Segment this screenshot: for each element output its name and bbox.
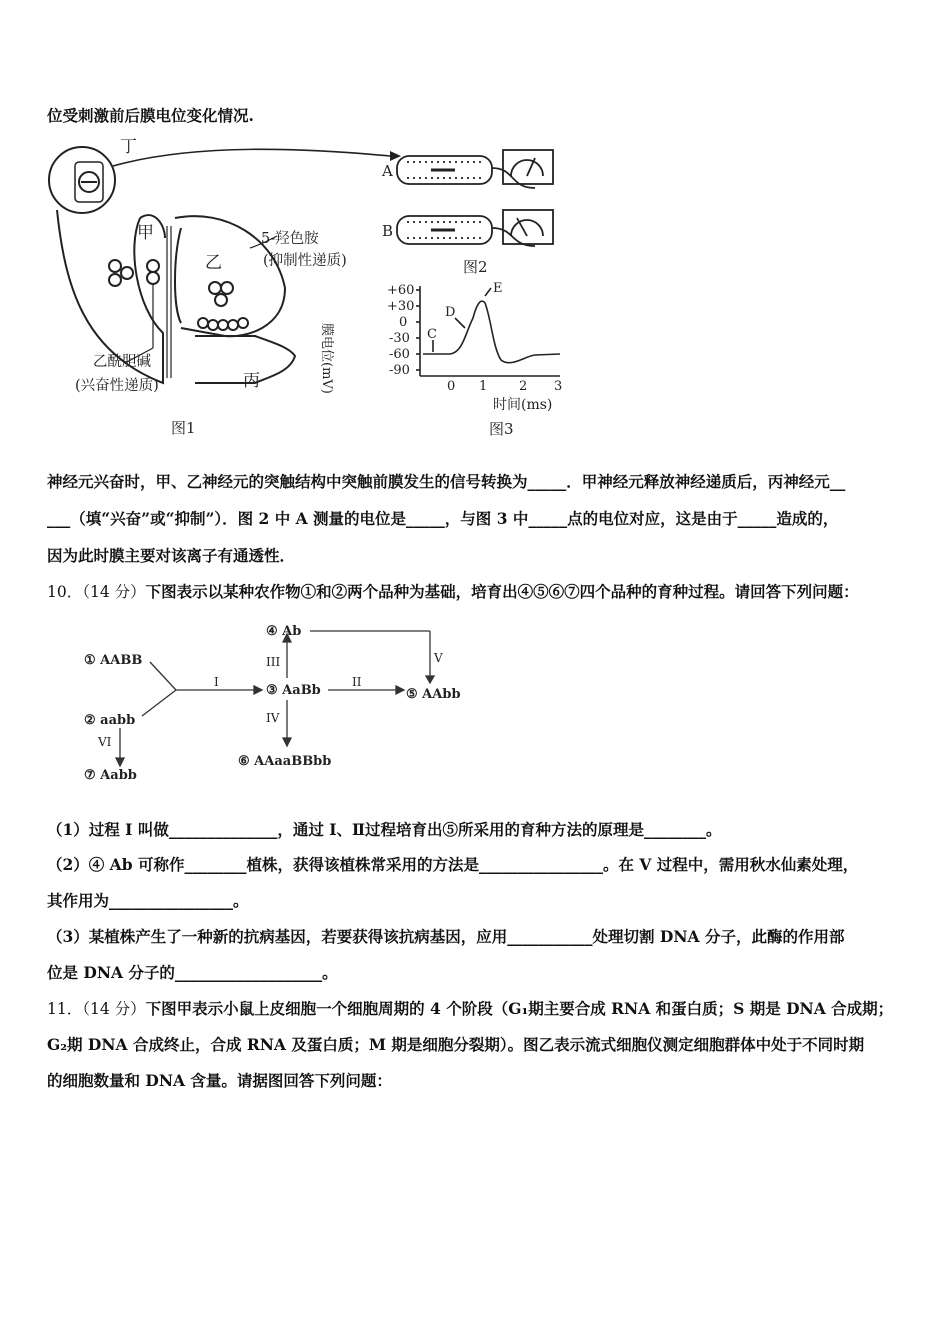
q9-line-2: ___（填“兴奋”或“抑制”）．图 2 中 A 测量的电位是_____，与图 3 中_____点的电位对应，这是由于_____造成的， (47, 509, 839, 528)
fig3-point-c: C (427, 327, 437, 342)
fig1-label-yi: 乙 (205, 253, 222, 273)
fig3-xtick: 0 (447, 379, 456, 394)
process-5: V (434, 651, 443, 665)
q10-number: 10． (47, 583, 83, 601)
fig3-ytick: 0 (399, 315, 408, 330)
q11-line-3: 的细胞数量和 DNA 含量。请据图回答下列问题： (47, 1071, 392, 1090)
fig3-ytick: +60 (387, 283, 415, 298)
fig2-label-b: B (382, 222, 394, 240)
fig1-ach-label: 乙酰胆碱 (93, 354, 151, 370)
node-4: ④ Ab (266, 624, 302, 639)
fig3-ylabel: 膜电位(mV) (319, 323, 334, 394)
fig1-caption: 图1 (171, 419, 196, 437)
q10-score: （14 分） (82, 583, 146, 601)
node-7: ⑦ Aabb (84, 768, 137, 783)
node-1: ① AABB (84, 653, 143, 668)
node-6: ⑥ AAaaBBbb (238, 754, 332, 769)
node-2: ② aabb (84, 713, 136, 728)
fig3-xtick: 2 (519, 379, 528, 394)
fig3-xtick: 3 (554, 379, 563, 394)
q10-stem (47, 580, 859, 602)
neuron-figures (45, 138, 575, 443)
q11-line-1 (47, 997, 893, 1019)
q10-sub-1: （1）过程 I 叫做______________，通过 I、Ⅱ过程培育出⑤所采用的育种方法的原理是________。 (47, 820, 722, 839)
q10-stem-text: 下图表示以某种农作物①和②两个品种为基础，培育出④⑤⑥⑦四个品种的育种过程。请回答下列问题： (145, 582, 859, 601)
fig1-label-bing: 丙 (243, 371, 260, 391)
q9-line-3: 因为此时膜主要对该离子有通透性． (47, 546, 296, 565)
node-5: ⑤ AAbb (406, 687, 461, 702)
figure3-action-potential (416, 286, 560, 376)
q11-line-2: G₂期 DNA 合成终止，合成 RNA 及蛋白质；M 期是细胞分裂期）。图乙表示流式细胞仪测定细胞群体中处于不同时期 (47, 1035, 865, 1054)
figure2-axon-meters (397, 150, 553, 246)
q11-score: （14 分） (82, 1000, 146, 1018)
fig3-caption: 图3 (489, 420, 514, 438)
q10-sub-2-line-1: （2）④ Ab 可称作________植株，获得该植株常采用的方法是________________。在 V 过程中，需用秋水仙素处理， (47, 855, 859, 874)
q11-number: 11． (47, 1000, 83, 1018)
fig3-point-d: D (445, 305, 456, 320)
q11-line-1-text: 下图甲表示小鼠上皮细胞一个细胞周期的 4 个阶段（G₁期主要合成 RNA 和蛋白质；S 期是 DNA 合成期； (145, 999, 894, 1018)
q9-line-1: 神经元兴奋时，甲、乙神经元的突触结构中突触前膜发生的信号转换为_____．甲神经元释放神经递质后，丙神经元__ (47, 472, 846, 491)
fig3-xtick: 1 (479, 379, 488, 394)
process-1: I (214, 675, 219, 689)
q10-sub-3-line-2: 位是 DNA 分子的___________________。 (47, 963, 338, 982)
figure1-synapse (49, 147, 401, 383)
process-2: II (352, 675, 362, 689)
q10-sub-3-line-1: （3）某植株产生了一种新的抗病基因，若要获得该抗病基因，应用___________处理切割 DNA 分子，此酶的作用部 (47, 927, 845, 946)
fig1-label-ding: 丁 (120, 138, 137, 157)
intro-line: 位受刺激前后膜电位变化情况. (47, 106, 254, 125)
q10-sub-2-line-2: 其作用为________________。 (47, 891, 249, 910)
fig1-serotonin-label: 5-羟色胺 (261, 231, 319, 247)
process-3: III (266, 655, 281, 669)
fig3-ytick: +30 (387, 299, 415, 314)
fig3-xlabel: 时间(ms) (493, 397, 553, 413)
fig3-ytick: -60 (389, 347, 410, 362)
breeding-diagram (78, 620, 498, 790)
fig2-label-a: A (382, 162, 393, 180)
fig3-ytick: -90 (389, 363, 410, 378)
fig1-label-jia: 甲 (137, 223, 154, 243)
process-6: VI (98, 735, 112, 749)
fig1-ach-note: (兴奋性递质) (75, 378, 159, 394)
process-4: IV (266, 711, 280, 725)
node-3: ③ AaBb (266, 683, 321, 698)
fig3-point-e: E (493, 281, 503, 296)
fig2-caption: 图2 (463, 258, 488, 276)
fig1-serotonin-note: (抑制性递质) (263, 253, 347, 269)
fig3-ytick: -30 (389, 331, 410, 346)
